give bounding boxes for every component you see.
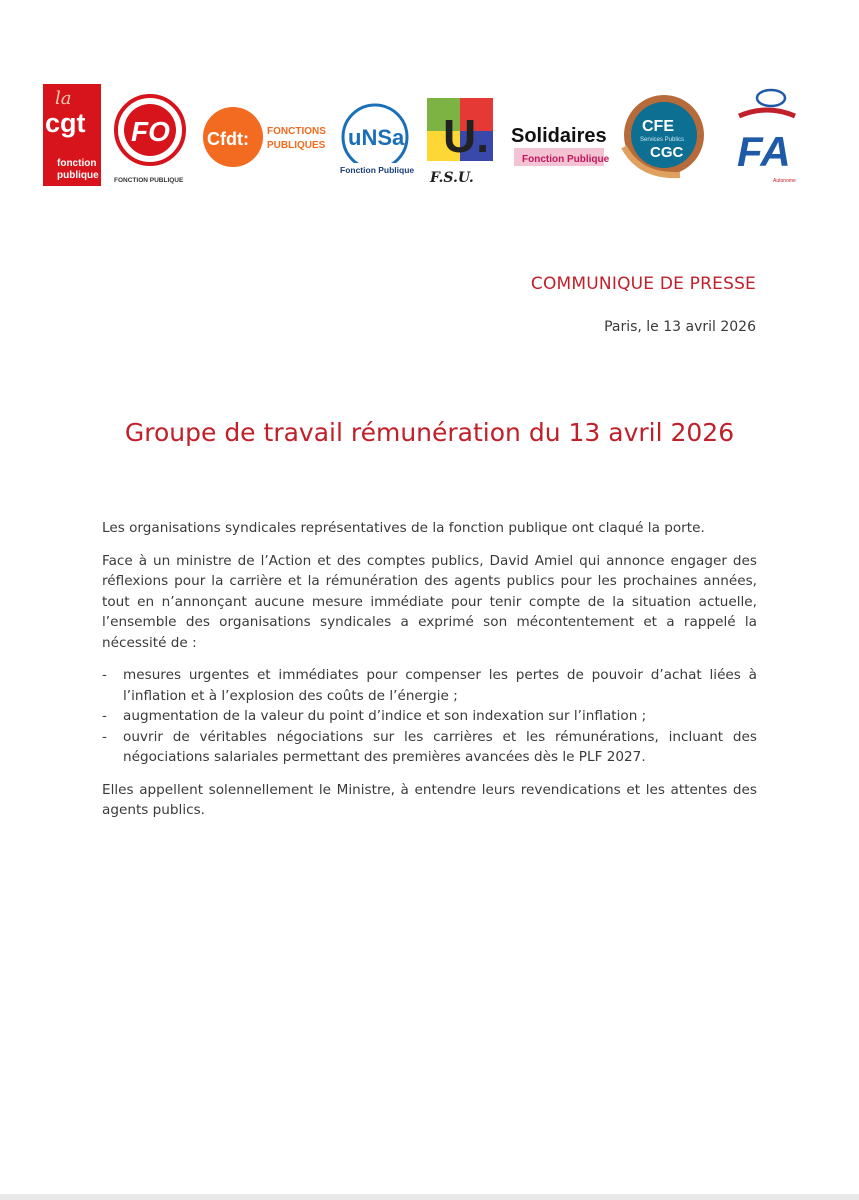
- svg-text:U.: U.: [443, 110, 489, 162]
- svg-text:cgt: cgt: [45, 108, 86, 138]
- bullet-dash: -: [102, 667, 107, 683]
- page-title: Groupe de travail rémunération du 13 avril 2026: [124, 418, 735, 447]
- list-item-text: mesures urgentes et immédiates pour compenser les pertes de pouvoir d’achat liées à l’inflation et à l’explosion des coûts de l’énergie ;: [123, 667, 757, 704]
- svg-text:publique: publique: [57, 170, 99, 181]
- svg-text:CGC: CGC: [650, 144, 684, 161]
- list-item: [102, 706, 757, 727]
- svg-text:CFE: CFE: [642, 118, 674, 135]
- press-release-label: COMMUNIQUE DE PRESSE: [530, 274, 756, 294]
- paragraph-intro: Les organisations syndicales représentatives de la fonction publique ont claqué la porte.: [102, 520, 705, 536]
- paragraph-context: Face à un ministre de l’Action et des comptes publics, David Amiel qui annonce engager des réflexions pour la carrière et la rémunération des agents publics pour les prochaines années, tout en n’annonçant aucune mesure immédiate pour tenir compte de la situation actuelle, l’ensemble des organisations syndicales a exprimé son mécontentement et a rappelé la nécessité de :: [102, 552, 757, 651]
- bullet-dash: -: [102, 728, 107, 745]
- list-item-text: augmentation de la valeur du point d’indice et son indexation sur l’inflation ;: [123, 708, 647, 724]
- svg-text:Services Publics: Services Publics: [640, 137, 685, 143]
- svg-text:FONCTIONS: FONCTIONS: [267, 126, 326, 137]
- demands-list: [102, 665, 757, 768]
- list-item-text: ouvrir de véritables négociations sur les carrières et les rémunérations, incluant des négociations salariales permettant des premières avancées dès le PLF 2027.: [123, 728, 757, 765]
- list-item: [102, 727, 757, 768]
- cfdt-logo: [203, 104, 326, 174]
- fa-logo: [733, 86, 801, 184]
- svg-text:uNSa: uNSa: [348, 125, 405, 150]
- document-body: [102, 518, 757, 833]
- svg-text:Fonction Publique: Fonction Publique: [522, 154, 610, 165]
- svg-text:Fonction Publique: Fonction Publique: [340, 165, 415, 175]
- fo-logo: [108, 86, 188, 186]
- svg-text:Cfdt:: Cfdt:: [207, 129, 249, 149]
- unsa-logo: [334, 103, 416, 181]
- svg-text:Solidaires: Solidaires: [511, 125, 607, 147]
- svg-text:la: la: [55, 88, 72, 109]
- cfe-cgc-logo: [620, 87, 708, 183]
- bullet-dash: -: [102, 708, 107, 724]
- paragraph-conclusion: Elles appellent solennellement le Ministre, à entendre leurs revendications et les attentes des agents publics.: [102, 781, 757, 818]
- svg-text:FO: FO: [131, 116, 170, 147]
- svg-text:fonction: fonction: [57, 158, 97, 169]
- svg-text:PUBLIQUES: PUBLIQUES: [267, 140, 326, 151]
- press-release-date: Paris, le 13 avril 2026: [604, 319, 756, 335]
- svg-text:Autonome: Autonome: [773, 178, 796, 184]
- solidaires-logo: [508, 116, 608, 170]
- svg-text:FONCTION PUBLIQUE: FONCTION PUBLIQUE: [114, 177, 184, 184]
- fsu-logo: [427, 98, 493, 186]
- cgt-logo: [43, 84, 101, 186]
- svg-text:FA: FA: [737, 128, 791, 175]
- list-item: [102, 665, 757, 706]
- svg-text:F.S.U.: F.S.U.: [430, 170, 474, 186]
- page-bottom-edge: [0, 1194, 859, 1200]
- union-logos-banner: [0, 0, 859, 200]
